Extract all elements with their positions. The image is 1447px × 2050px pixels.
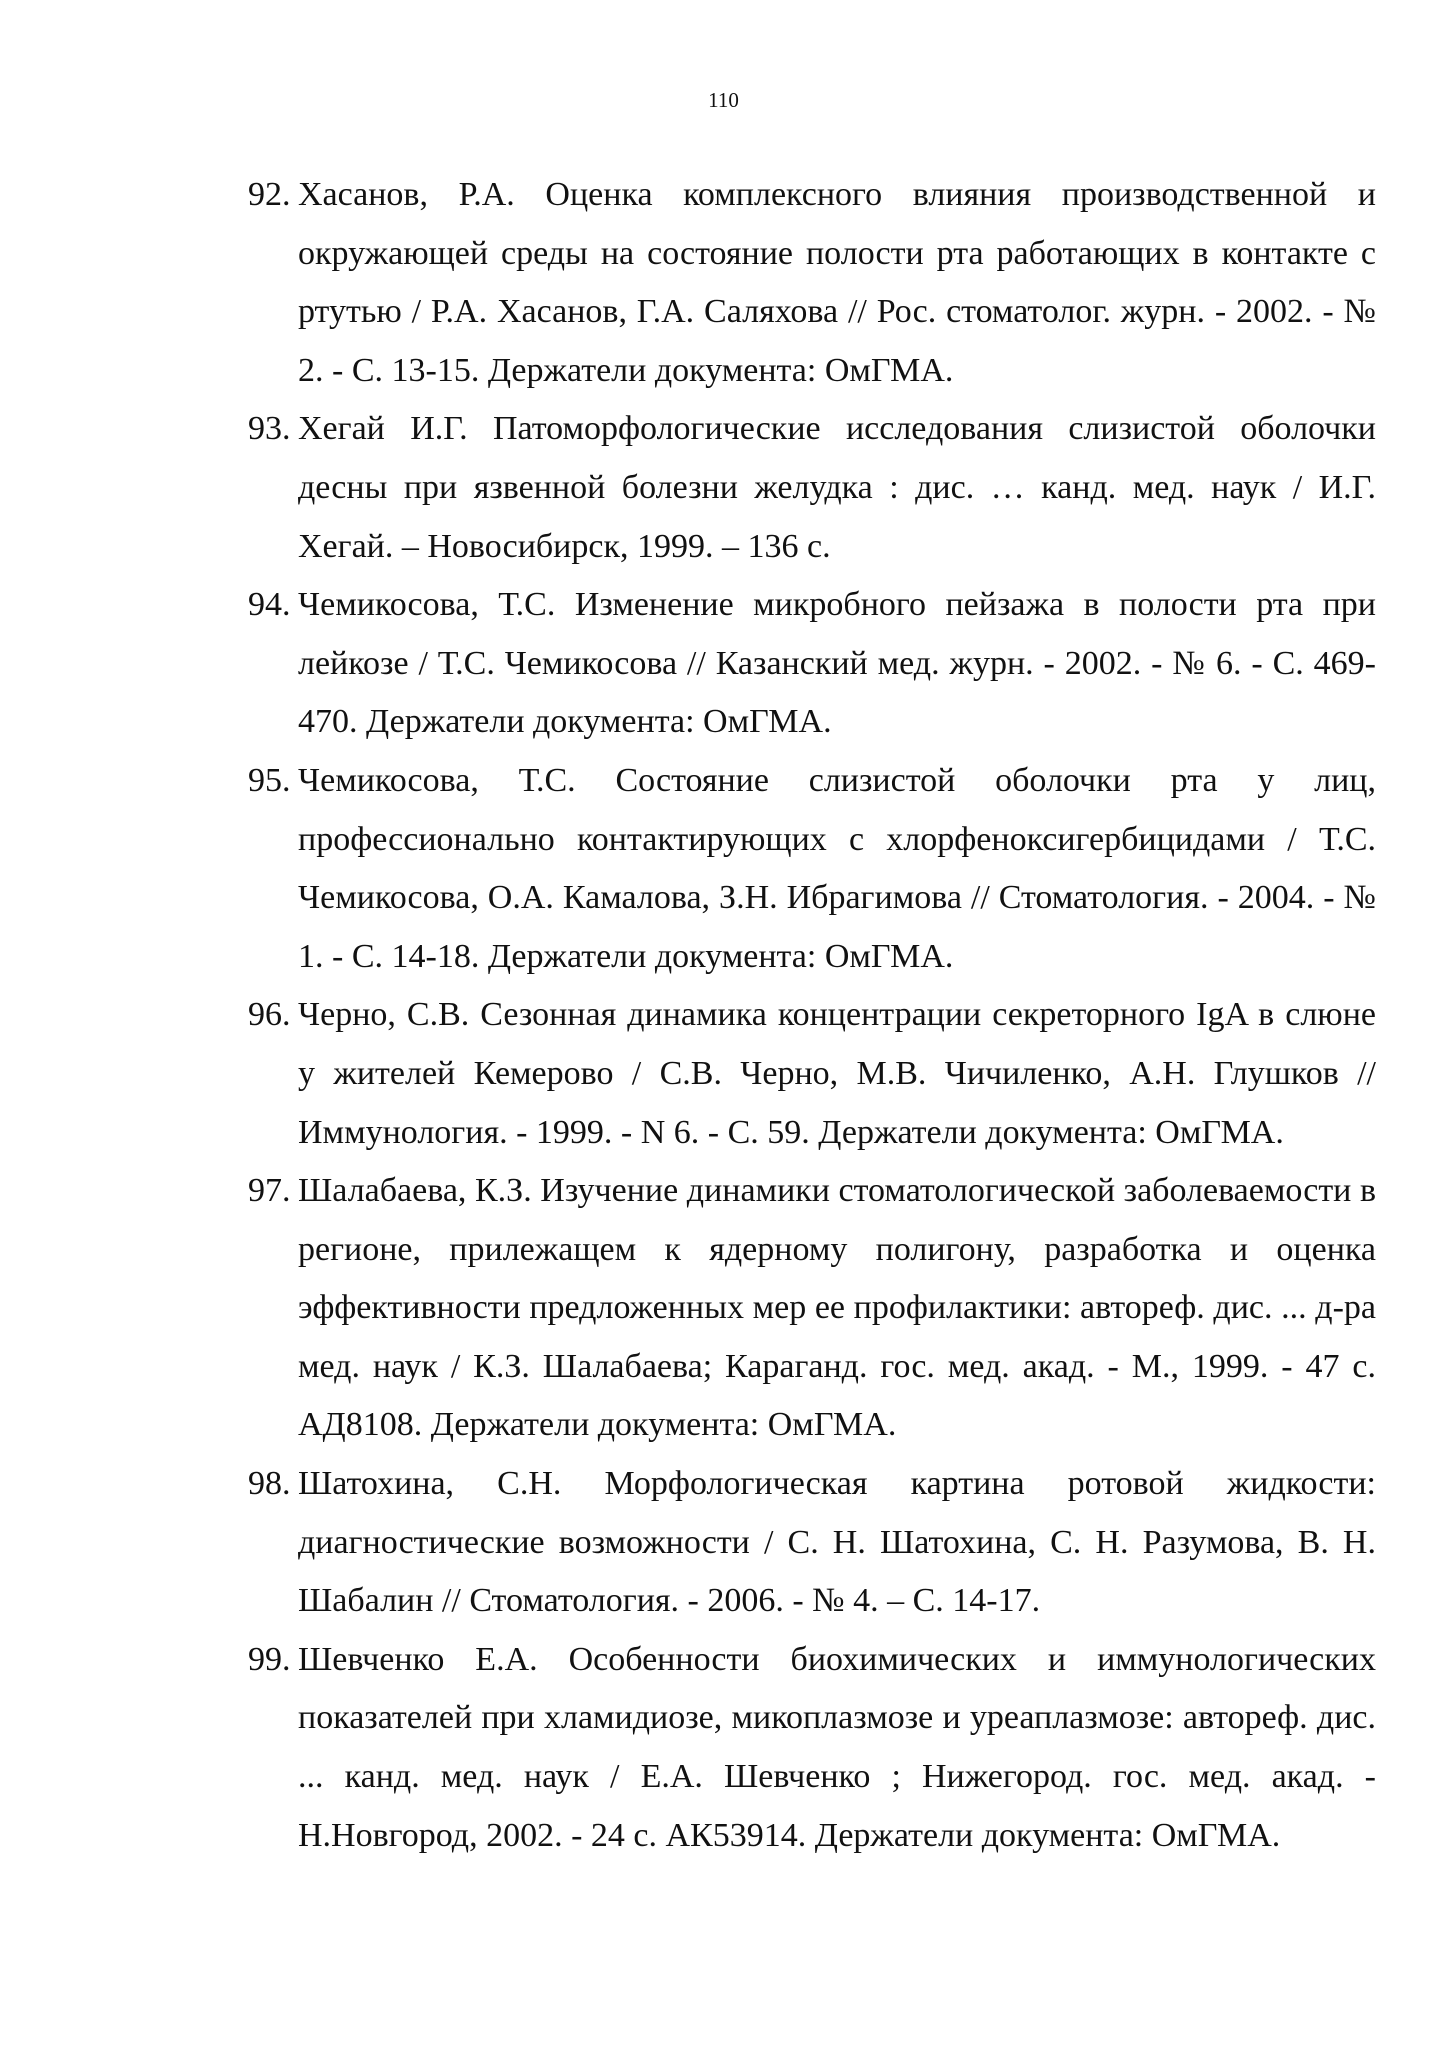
reference-item <box>248 1162 1376 1455</box>
reference-item <box>248 400 1376 576</box>
reference-item <box>248 752 1376 986</box>
reference-item <box>248 576 1376 752</box>
reference-number: 95. <box>248 761 291 799</box>
reference-text: Хасанов, Р.А. Оценка комплексного влияния производственной и окружающей среды на состояние полости рта работающих в контакте с ртутью / Р.А. Хасанов, Г.А. Саляхова // Рос. стоматолог. журн. - 2002. - № 2. - С. 13-15. Держатели документа: ОмГМА. <box>298 176 1376 389</box>
reference-text: Хегай И.Г. Патоморфологические исследования слизистой оболочки десны при язвенной болезни желудка : дис. … канд. мед. наук / И.Г. Хегай. – Новосибирск, 1999. – 136 с. <box>298 410 1376 565</box>
reference-number: 98. <box>248 1465 291 1503</box>
reference-text: Шевченко Е.А. Особенности биохимических и иммунологических показателей при хламидиозе, микоплазмозе и уреаплазмозе: автореф. дис. ... канд. мед. наук / Е.А. Шевченко ; Нижегород. гос. мед. акад. - Н.Новгород, 2002. - 24 с. АК53914. Держатели документа: ОмГМА. <box>298 1640 1376 1854</box>
reference-item <box>248 986 1376 1162</box>
reference-text: Чемикосова, Т.С. Состояние слизистой оболочки рта у лиц, профессионально контактирующих с хлорфеноксигербицидами / Т.С. Чемикосова, О.А. Камалова, З.Н. Ибрагимова // Стоматология. - 2004. - № 1. - С. 14-18. Держатели документа: ОмГМА. <box>298 761 1376 975</box>
reference-number: 94. <box>248 586 291 624</box>
reference-item <box>248 1631 1376 1865</box>
reference-text: Черно, С.В. Сезонная динамика концентрации секреторного IgA в слюне у жителей Кемерово / С.В. Черно, М.В. Чичиленко, А.Н. Глушков // Иммунология. - 1999. - N 6. - С. 59. Держатели документа: ОмГМА. <box>298 996 1376 1151</box>
reference-item <box>248 166 1376 400</box>
reference-text: Чемикосова, Т.С. Изменение микробного пейзажа в полости рта при лейкозе / Т.С. Чемикосова // Казанский мед. журн. - 2002. - № 6. - С. 469-470. Держатели документа: ОмГМА. <box>298 586 1376 741</box>
reference-number: 97. <box>248 1172 291 1210</box>
reference-number: 96. <box>248 996 291 1034</box>
reference-item <box>248 1455 1376 1631</box>
page-number: 110 <box>708 88 739 112</box>
reference-number: 99. <box>248 1640 291 1678</box>
reference-number: 92. <box>248 176 291 213</box>
reference-number: 93. <box>248 410 291 448</box>
reference-list <box>0 166 1447 1865</box>
reference-text: Шатохина, С.Н. Морфологическая картина ротовой жидкости: диагностические возможности / С. Н. Шатохина, С. Н. Разумова, В. Н. Шабалин // Стоматология. - 2006. - № 4. – С. 14-17. <box>298 1465 1376 1620</box>
reference-text: Шалабаева, К.З. Изучение динамики стоматологической заболеваемости в регионе, прилежащем к ядерному полигону, разработка и оценка эффективности предложенных мер ее профилактики: автореф. дис. ... д-ра мед. наук / К.З. Шалабаева; Караганд. гос. мед. акад. - М., 1999. - 47 с. АД8108. Держатели документа: ОмГМА. <box>298 1172 1376 1444</box>
